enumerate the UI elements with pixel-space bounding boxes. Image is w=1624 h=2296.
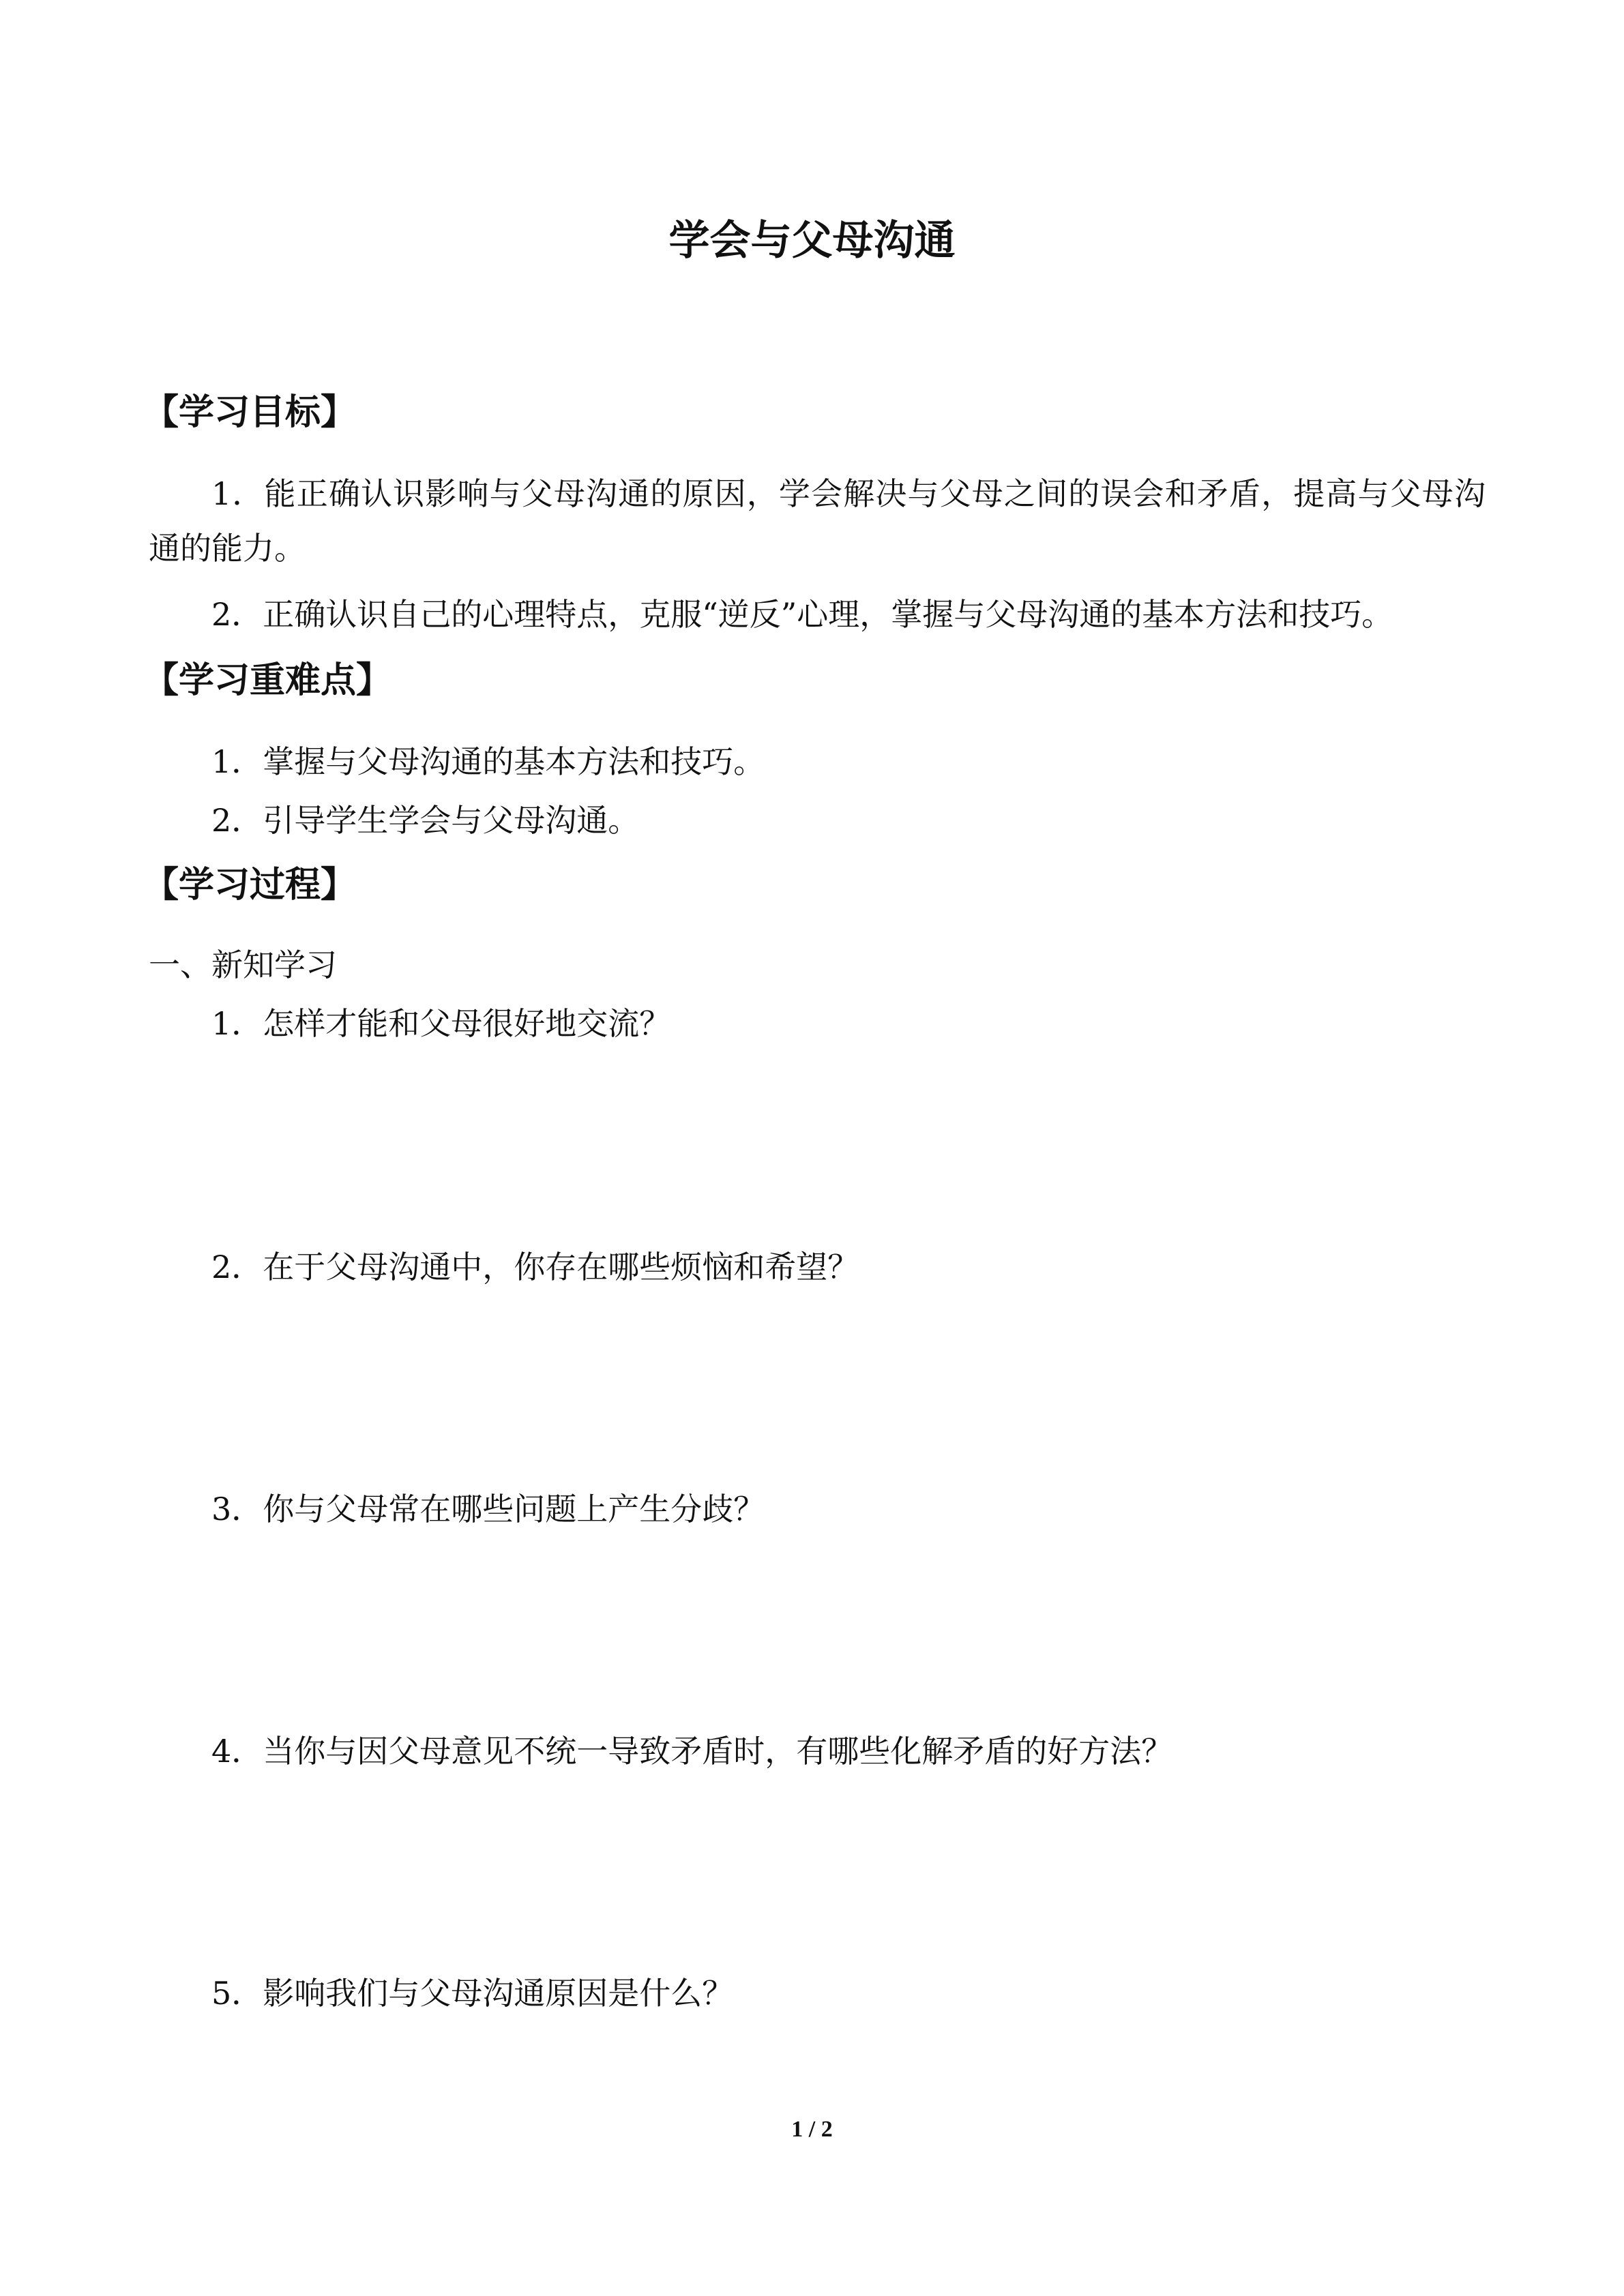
question-item-3: 3．你与父母常在哪些问题上产生分歧？ [211,1491,765,1527]
key-point-item-1: 1．掌握与父母沟通的基本方法和技巧。 [211,743,765,780]
section-heading-process: 【学习过程】 [143,865,357,906]
objective-item-2: 2．正确认识自己的心理特点，克服“逆反”心理，掌握与父母沟通的基本方法和技巧。 [211,596,1393,633]
key-point-item-2: 2．引导学生学会与父母沟通。 [211,802,640,839]
objective-item-1: 1．能正确认识影响与父母沟通的原因，学会解决与父母之间的误会和矛盾，提高与父母沟通的能力。 [149,475,1486,567]
process-subheading: 一、新知学习 [149,946,337,983]
page-number: 1 / 2 [791,2117,833,2142]
section-heading-key-points: 【学习重难点】 [143,660,392,701]
question-item-1: 1．怎样才能和父母很好地交流？ [211,1005,671,1042]
question-item-2: 2．在于父母沟通中，你存在哪些烦恼和希望？ [211,1249,859,1285]
question-item-4: 4．当你与因父母意见不统一导致矛盾时，有哪些化解矛盾的好方法？ [211,1733,1173,1770]
question-item-5: 5．影响我们与父母沟通原因是什么？ [211,1975,734,2012]
section-heading-objectives: 【学习目标】 [143,392,357,433]
document-title: 学会与父母沟通 [668,217,956,265]
